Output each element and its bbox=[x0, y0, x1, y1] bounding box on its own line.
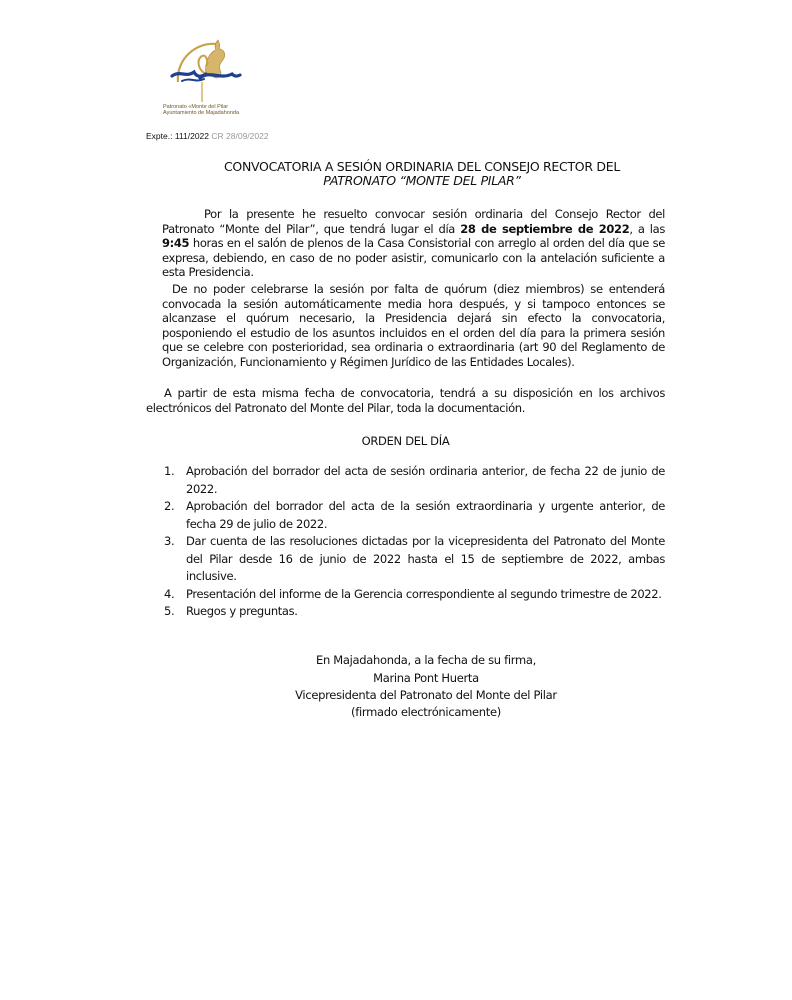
expte-label: Expte.: 111/2022 bbox=[146, 131, 210, 141]
signature-note: (firmado electrónicamente) bbox=[351, 705, 501, 719]
paragraph-documentation: A partir de esta misma fecha de convocatoria, tendrá a su disposición en los archivos electrónicos del Patronato del Monte del Pilar, toda la documentación. bbox=[146, 386, 665, 415]
paragraph-quorum: De no poder celebrarse la sesión por falta de quórum (diez miembros) se entenderá convocada la sesión automáticamente media hora después, y si tampoco entonces se alcanzase el quórum necesario, la Presidencia dejará sin efecto la convocatoria, posponiendo el estudio de los asuntos incluidos en el orden del día para la primera sesión que se celebre con posterioridad, sea ordinaria o extraordinaria (art 90 del Reglamento de Organización, Funcionamiento y Régimen Jurídico de las Entidades Locales). bbox=[162, 282, 665, 369]
agenda-item-number: 5. bbox=[164, 604, 175, 618]
document-title-line1: CONVOCATORIA A SESIÓN ORDINARIA DEL CONSEJO RECTOR DEL bbox=[224, 159, 620, 174]
signature-place-date: En Majadahonda, a la fecha de su firma, bbox=[315, 653, 537, 667]
signature-name: Marina Pont Huerta bbox=[373, 671, 479, 685]
agenda-item-text: Ruegos y preguntas. bbox=[186, 604, 298, 618]
agenda-item bbox=[162, 586, 665, 604]
agenda-item bbox=[162, 533, 665, 586]
signature-role: Vicepresidenta del Patronato del Monte del Pilar bbox=[295, 688, 557, 702]
agenda-heading: ORDEN DEL DÍA bbox=[361, 434, 450, 448]
document-title-line2: PATRONATO “MONTE DEL PILAR” bbox=[323, 173, 521, 188]
agenda-item-number: 3. bbox=[164, 534, 175, 548]
agenda-item bbox=[162, 498, 665, 533]
logo-caption-line1: Patronato «Monte del Pilar bbox=[163, 104, 229, 110]
logo-caption-line2: Ayuntamiento de Majadahonda bbox=[163, 110, 240, 116]
session-date: 28 de septiembre de 2022 bbox=[460, 221, 630, 236]
agenda-item-number: 1. bbox=[164, 464, 175, 478]
agenda-item-text: Aprobación del borrador del acta de la sesión extraordinaria y urgente anterior, de fecha 29 de julio de 2022. bbox=[186, 499, 665, 531]
p1-text-b: , a las bbox=[629, 221, 665, 236]
agenda-item-text: Presentación del informe de la Gerencia correspondiente al segundo trimestre de 2022. bbox=[186, 586, 662, 601]
session-time: 9:45 bbox=[162, 236, 190, 251]
expte-ref: CR 28/09/2022 bbox=[211, 131, 269, 141]
paragraph-convocatoria bbox=[162, 207, 665, 280]
p1-text-a: Por la presente he resuelto convocar sesión ordinaria del Consejo Rector del Patronato “Monte del Pilar”, que tendrá lugar el día bbox=[162, 207, 665, 236]
agenda-item-number: 4. bbox=[164, 586, 175, 601]
file-reference bbox=[146, 131, 269, 141]
agenda-item-text: Aprobación del borrador del acta de sesión ordinaria anterior, de fecha 22 de junio de 2022. bbox=[186, 464, 665, 496]
logo-caption bbox=[163, 104, 273, 116]
p1-text-c: horas en el salón de plenos de la Casa Consistorial con arreglo al orden del día que se expresa, debiendo, en caso de no poder asistir, comunicarlo con la antelación suficiente a esta Presidencia. bbox=[162, 236, 665, 280]
agenda-item-number: 2. bbox=[164, 499, 175, 513]
agenda-item bbox=[162, 603, 665, 621]
agenda-item-text: Dar cuenta de las resoluciones dictadas por la vicepresidenta del Patronato del Monte del Pilar desde 16 de junio de 2022 hasta el 15 de septiembre de 2022, ambas inclusive. bbox=[186, 534, 665, 583]
agenda-item bbox=[162, 463, 665, 498]
agenda-list bbox=[162, 463, 665, 621]
